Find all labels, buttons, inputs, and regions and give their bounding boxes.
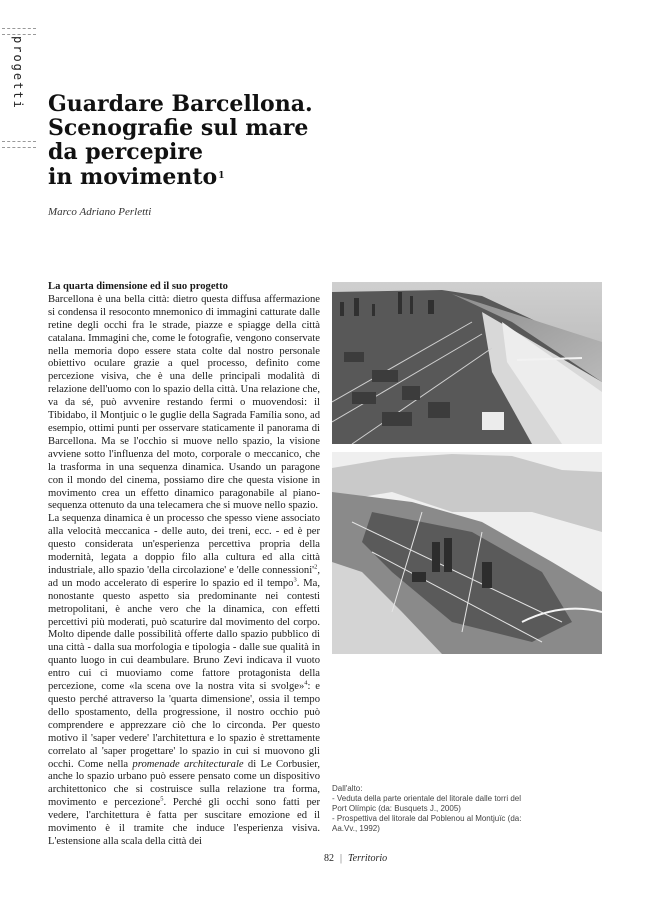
journal-name: Territorio xyxy=(348,853,388,864)
paragraph-2-part-6: . Perché gli occhi sono fatti per vedere, l'architettura è fatta per suscitare emozione ed il movimento è il tramite che induce l'esperienza visiva. L'estensione alla scala della città dei xyxy=(48,797,320,847)
section-tab-rule-top xyxy=(2,28,36,29)
paragraph-2-part-4: : e questo perché attraverso la 'quarta dimensione', ossia il tempo dello spostamento, della progressione, il nostro occhio può comprendere e apprezzare ciò che lo circonda. Per questo motivo il 'saper vedere' l'architettura e lo spazio è strettamente correlato al 'saper progettare' lo spazio in cui si muovono gli occhi. Come nella xyxy=(48,681,320,770)
footer-separator: | xyxy=(340,853,343,864)
title-line-4: in movimento xyxy=(48,164,218,190)
section-label: progetti xyxy=(11,36,25,110)
title-footnote-ref: 1 xyxy=(218,171,225,181)
aerial-photo-graphic xyxy=(332,282,602,444)
caption-line: - Prospettiva del litorale dal Poblenou al Montjuïc (da: Aa.Vv., 1992) xyxy=(332,814,522,833)
perspective-drawing xyxy=(332,452,602,654)
paragraph-2-part-3: . Ma, nonostante questo aspetto sia predominante nei contesti metropolitani, è anche vero che la dinamica, con effetti percettivi più moderati, può scaturire dal movimento del corpo. Molto dipende dalle possibilità offerte dallo spazio pubblico di una città - dalla sua morfologia e tipologia - dalle sue qualità in quanto luogo in cui deambulare. Bruno Zevi indicava il vuoto entro cui ci muoviamo come fattore protagonista della percezione, come «la scena ove la nostra vita si svolge» xyxy=(48,577,320,693)
section-tab-rule-bottom xyxy=(2,141,36,142)
title-line-2: Scenografie sul mare xyxy=(48,115,309,141)
page-footer xyxy=(324,853,387,864)
italic-term: promenade architecturale xyxy=(132,758,244,770)
footnote-ref: 4 xyxy=(304,679,308,687)
title-line-1: Guardare Barcellona. xyxy=(48,91,313,117)
section-tab-rule-top-2 xyxy=(2,34,36,35)
paragraph-2 xyxy=(48,513,320,849)
section-subheading: La quarta dimensione ed il suo progetto xyxy=(48,281,228,292)
caption-line: Dall'alto: xyxy=(332,784,363,793)
page-number: 82 xyxy=(324,853,334,864)
section-tab xyxy=(0,28,36,148)
title-line-3: da percepire xyxy=(48,139,203,165)
paragraph-2-part-5: di Le Corbusier, anche lo spazio urbano può essere pensato come un dispositivo architettonico che si costruisce sulla relazione tra forma, movimento e percezione xyxy=(48,758,320,809)
article-title xyxy=(48,92,408,189)
image-caption xyxy=(332,784,532,834)
perspective-drawing-graphic xyxy=(332,452,602,654)
aerial-photo xyxy=(332,282,602,444)
paragraph-1: Barcellona è una bella città: dietro questa diffusa affermazione si condensa il resoconto mnemonico di immagini catturate dalle retine degli occhi fra le strade, piazze e spiagge della città catalana. Immagini che, come le fotografie, vengono conservate nella memoria dopo essere stata colte dal nostro personale obiettivo oculare grazie a quel processo, definito come percezione visiva, che è una delle principali modalità di relazione dell'uomo con lo spazio della città. Una relazione che, va da sé, può avvenire restando fermi o muovendosi: il Tibidabo, il Montjuic o le guglie della Sagrada Família sono, ad esempio, ottimi punti per osservare staticamente il panorama di Barcellona. Ma se l'occhio si muove nello spazio, la visione avviene sotto l'influenza del moto, corporale o meccanico, che la trasforma in una sequenza dinamica. Usando un paragone con il mondo del cinema, possiamo dire che questa visione in movimento crea un effetto dinamico paragonabile al piano-sequenza ottenuto da una telecamera che si muove nello spazio. xyxy=(48,293,320,512)
footnote-ref: 2 xyxy=(314,563,318,571)
article-body xyxy=(48,281,320,849)
caption-line: - Veduta della parte orientale del litorale dalle torri del Port Olímpic (da: Busquets J., 2005) xyxy=(332,794,522,813)
section-tab-rule-bottom-2 xyxy=(2,147,36,148)
footnote-ref: 3 xyxy=(293,576,297,584)
paragraph-2-part-2: , ad un modo accelerato di esperire lo spazio ed il tempo xyxy=(48,564,320,589)
paragraph-2-part-1: La sequenza dinamica è un processo che spesso viene associato alla velocità meccanica - delle auto, dei treni, ecc. - ed è per questo considerata un'esperienza percettiva propria della modernità, legata a doppio filo alla cultura ed alla città industriale, allo spazio 'della circolazione' e 'delle connessioni' xyxy=(48,513,320,576)
author-name: Marco Adriano Perletti xyxy=(48,206,152,218)
footnote-ref: 5 xyxy=(160,795,164,803)
